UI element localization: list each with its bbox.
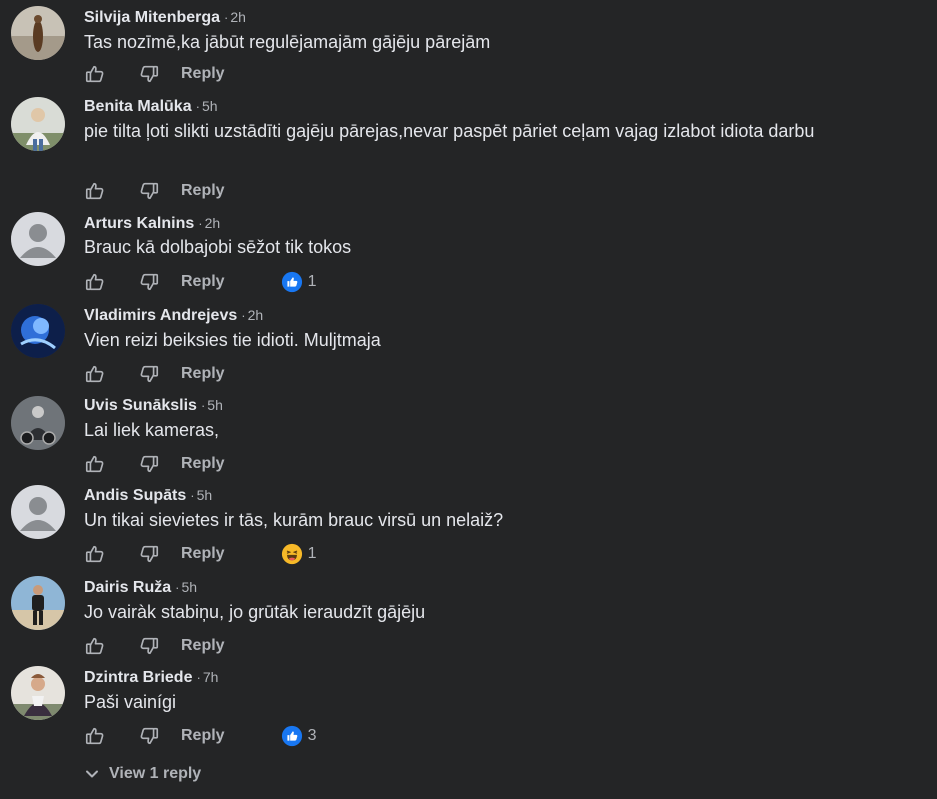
comment-actions [84, 269, 316, 295]
separator-dot: · [200, 398, 206, 413]
author-name[interactable]: Dzintra Briede [84, 669, 193, 686]
thumbs-down-icon[interactable] [138, 453, 160, 475]
comment-actions [84, 633, 225, 659]
comment-actions [84, 61, 225, 87]
haha-reaction-icon [281, 543, 303, 565]
reply-button[interactable]: Reply [181, 727, 225, 744]
thumbs-down-icon[interactable] [138, 635, 160, 657]
reply-button[interactable]: Reply [181, 273, 225, 290]
comment-header [84, 484, 212, 507]
comment-header [84, 6, 246, 29]
thumbs-down-icon[interactable] [138, 725, 160, 747]
comment-header [84, 95, 218, 118]
comment-header [84, 666, 218, 689]
reaction-summary[interactable] [281, 271, 317, 293]
author-name[interactable]: Vladimirs Andrejevs [84, 307, 238, 324]
author-name[interactable]: Uvis Sunākslis [84, 397, 197, 414]
comment-actions [84, 178, 225, 204]
reaction-count: 3 [307, 727, 317, 744]
thumbs-up-icon[interactable] [84, 453, 106, 475]
author-name[interactable]: Arturs Kalnins [84, 215, 195, 232]
comment-actions [84, 361, 225, 387]
timestamp[interactable]: 5h [201, 98, 218, 114]
thumbs-up-icon[interactable] [84, 271, 106, 293]
separator-dot: · [224, 10, 229, 25]
thumbs-up-icon[interactable] [84, 363, 106, 385]
reply-button[interactable]: Reply [181, 365, 225, 382]
author-name[interactable]: Andis Supāts [84, 487, 187, 504]
comment-header [84, 304, 263, 327]
view-replies-button[interactable] [84, 765, 201, 783]
comment-text: Vien reizi beiksies tie idioti. Muljtmaja [84, 330, 381, 350]
separator-dot: · [198, 216, 203, 231]
view-replies-label: View 1 reply [109, 765, 202, 782]
comment-actions [84, 451, 225, 477]
comment-text: Brauc kā dolbajobi sēžot tik tokos [84, 237, 352, 257]
comment-text: Jo vairàk stabiņu, jo grūtāk ieraudzīt gājēju [84, 602, 426, 622]
reply-button[interactable]: Reply [181, 182, 225, 199]
thumbs-up-icon[interactable] [84, 180, 106, 202]
timestamp[interactable]: 5h [196, 487, 213, 503]
avatar[interactable] [11, 576, 65, 630]
thumbs-up-icon[interactable] [84, 543, 106, 565]
separator-dot: · [196, 670, 201, 685]
comment-text: Un tikai sievietes ir tās, kurām brauc virsū un nelaiž? [84, 510, 504, 530]
reaction-count: 1 [307, 273, 317, 290]
avatar[interactable] [11, 6, 65, 60]
timestamp[interactable]: 7h [202, 669, 219, 685]
comment-header [84, 394, 223, 417]
like-reaction-icon [281, 725, 303, 747]
reply-button[interactable]: Reply [181, 545, 225, 562]
comment-text: pie tilta ļoti slikti uzstādīti gajēju pārejas,nevar paspēt pāriet ceļam vajag izlabot idiota darbu [84, 121, 815, 141]
timestamp[interactable]: 2h [230, 9, 246, 25]
thumbs-up-icon[interactable] [84, 635, 106, 657]
like-reaction-icon [281, 271, 303, 293]
reaction-summary[interactable] [281, 543, 317, 565]
separator-dot: · [195, 99, 200, 114]
avatar[interactable] [11, 666, 65, 720]
comment-actions [84, 541, 316, 567]
avatar[interactable] [11, 396, 65, 450]
thumbs-down-icon[interactable] [138, 180, 160, 202]
reply-button[interactable]: Reply [181, 637, 225, 654]
thumbs-up-icon[interactable] [84, 63, 106, 85]
separator-dot: · [241, 308, 246, 323]
reply-button[interactable]: Reply [181, 65, 225, 82]
separator-dot: · [190, 488, 195, 503]
separator-dot: · [175, 580, 180, 595]
reply-button[interactable]: Reply [181, 455, 225, 472]
author-name[interactable]: Dairis Ruža [84, 579, 172, 596]
reaction-count: 1 [307, 545, 317, 562]
timestamp[interactable]: 5h [181, 579, 198, 595]
avatar[interactable] [11, 97, 65, 151]
thumbs-down-icon[interactable] [138, 543, 160, 565]
author-name[interactable]: Silvija Mitenberga [84, 9, 221, 26]
comment-header [84, 212, 220, 235]
timestamp[interactable]: 2h [204, 215, 221, 231]
avatar[interactable] [11, 212, 65, 266]
comment-text: Lai liek kameras, [84, 420, 220, 440]
avatar[interactable] [11, 485, 65, 539]
avatar[interactable] [11, 304, 65, 358]
timestamp[interactable]: 2h [247, 307, 264, 323]
thumbs-down-icon[interactable] [138, 363, 160, 385]
thumbs-down-icon[interactable] [138, 63, 160, 85]
thumbs-down-icon[interactable] [138, 271, 160, 293]
comment-actions [84, 723, 316, 749]
author-name[interactable]: Benita Malūka [84, 98, 192, 115]
comment-text: Tas nozīmē,ka jābūt regulējamajām gājēju pārejām [84, 32, 491, 52]
comment-header [84, 576, 197, 599]
thumbs-up-icon[interactable] [84, 725, 106, 747]
reaction-summary[interactable] [281, 725, 317, 747]
timestamp[interactable]: 5h [207, 397, 223, 413]
chevron-down-icon [84, 766, 100, 782]
comment-text: Paši vainígi [84, 692, 177, 712]
